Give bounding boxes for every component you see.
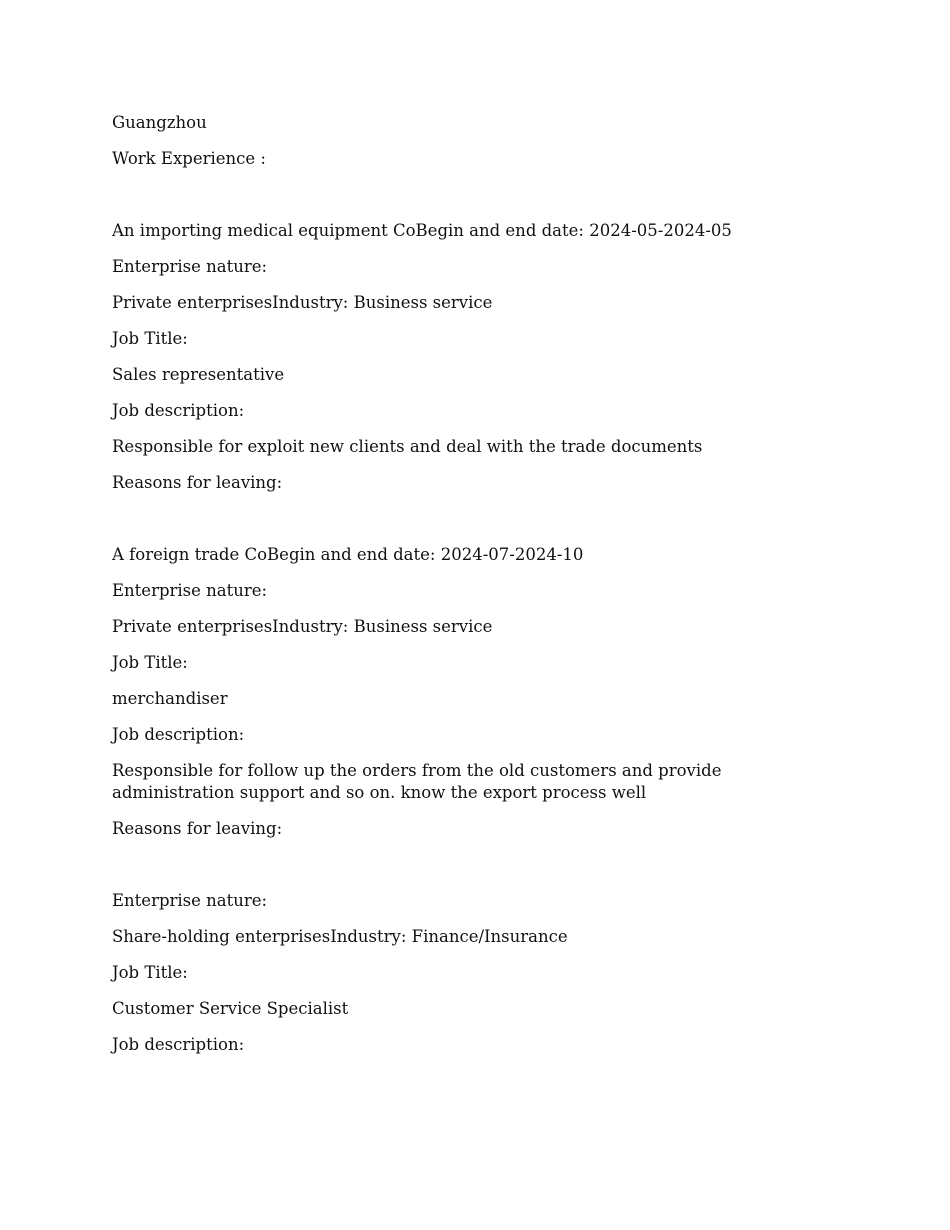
enterprise-nature-label: Enterprise nature:	[112, 257, 268, 276]
spacer	[112, 184, 832, 206]
job-title-label: Job Title:	[112, 329, 188, 348]
document-page	[112, 112, 832, 1070]
job-title-label: Job Title:	[112, 653, 188, 672]
enterprise-nature-label: Enterprise nature:	[112, 891, 268, 910]
job-company-dates: A foreign trade CoBegin and end date: 2024-07-2024-10	[112, 545, 584, 564]
job-company-dates: An importing medical equipment CoBegin and end date: 2024-05-2024-05	[112, 221, 732, 240]
job-title: Customer Service Specialist	[112, 999, 349, 1018]
job-description: Responsible for follow up the orders from the old customers and provide administration support and so on. know the export process well	[112, 761, 722, 802]
job-title: Sales representative	[112, 365, 285, 384]
enterprise-nature-industry: Private enterprisesIndustry: Business service	[112, 293, 493, 312]
reasons-for-leaving-label: Reasons for leaving:	[112, 819, 283, 838]
job-description-label: Job description:	[112, 401, 245, 420]
enterprise-nature-industry: Private enterprisesIndustry: Business service	[112, 617, 493, 636]
job-description-label: Job description:	[112, 1035, 245, 1054]
job-description-label: Job description:	[112, 725, 245, 744]
city-text: Guangzhou	[112, 113, 207, 132]
job-title-label: Job Title:	[112, 963, 188, 982]
job-description: Responsible for exploit new clients and deal with the trade documents	[112, 437, 703, 456]
job-title: merchandiser	[112, 689, 228, 708]
enterprise-nature-label: Enterprise nature:	[112, 581, 268, 600]
spacer	[112, 508, 832, 530]
reasons-for-leaving-label: Reasons for leaving:	[112, 473, 283, 492]
spacer	[112, 854, 832, 876]
enterprise-nature-industry: Share-holding enterprisesIndustry: Finance/Insurance	[112, 927, 568, 946]
section-heading: Work Experience :	[112, 149, 266, 168]
